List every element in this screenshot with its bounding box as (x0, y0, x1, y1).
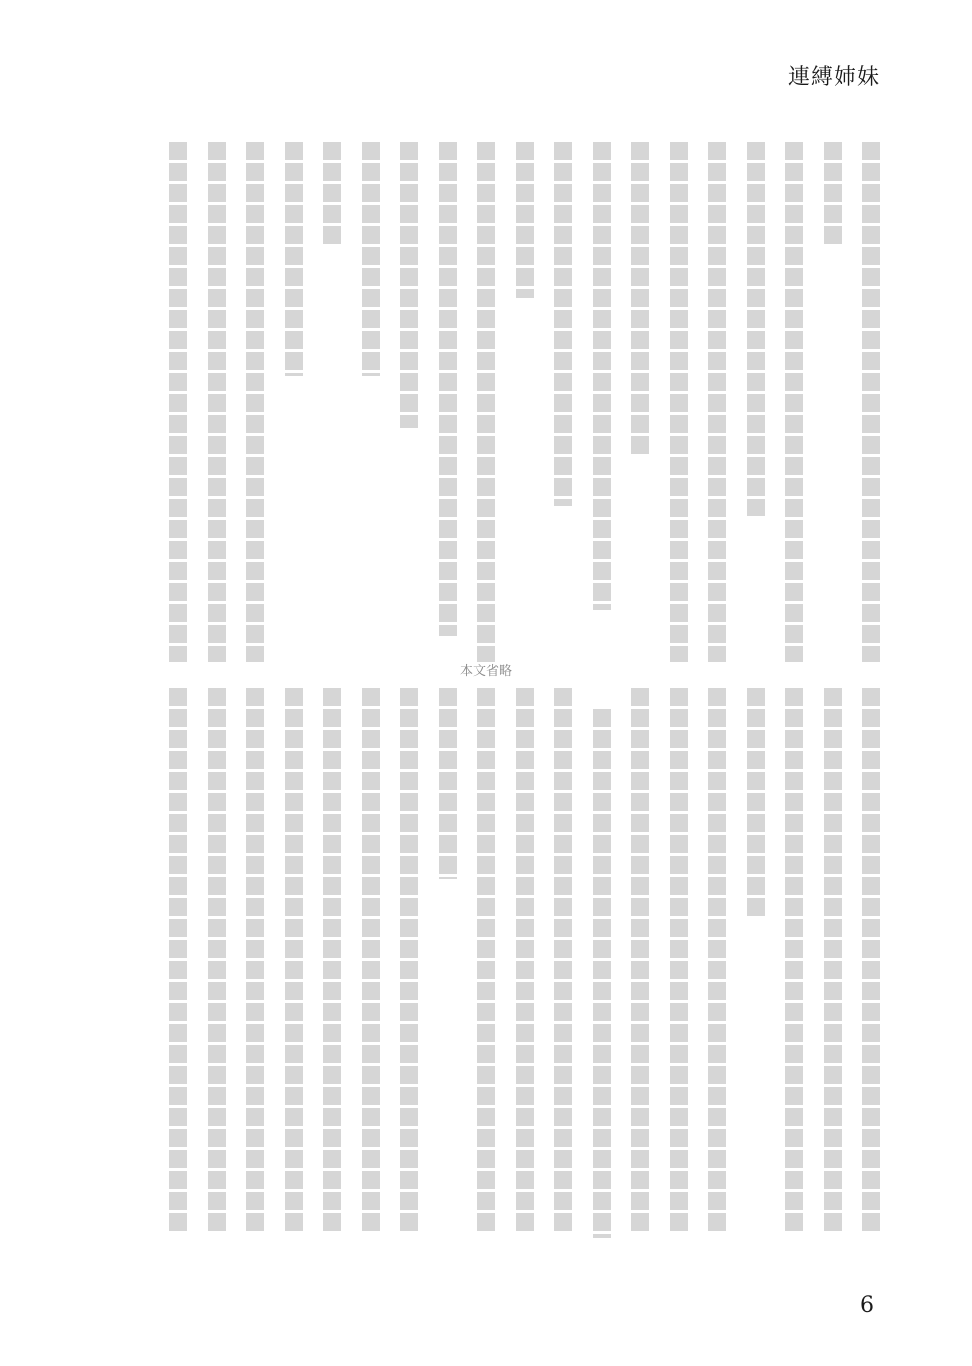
text-column-placeholder (169, 688, 187, 1233)
text-column-placeholder (785, 688, 803, 1233)
text-column-placeholder (169, 142, 187, 662)
text-column-placeholder (862, 142, 880, 662)
text-column-placeholder (554, 142, 572, 506)
text-column-placeholder (246, 688, 264, 1233)
text-column-placeholder (747, 142, 765, 516)
text-column-placeholder (862, 688, 880, 1233)
text-column-placeholder (631, 688, 649, 1233)
text-column-placeholder (208, 688, 226, 1233)
text-column-placeholder (362, 142, 380, 376)
text-column-placeholder (323, 142, 341, 246)
text-column-placeholder (708, 688, 726, 1233)
text-column-placeholder (824, 688, 842, 1233)
text-column-placeholder (285, 688, 303, 1233)
text-column-placeholder (670, 688, 688, 1233)
text-column-placeholder (593, 142, 611, 610)
text-column-placeholder (439, 688, 457, 879)
text-column-placeholder (516, 688, 534, 1233)
text-column-placeholder (208, 142, 226, 662)
text-column-placeholder (285, 142, 303, 376)
text-column-placeholder (670, 142, 688, 662)
omitted-text-note: 本文省略 (459, 664, 512, 679)
text-block-upper (140, 142, 880, 662)
text-column-placeholder (400, 142, 418, 428)
text-column-placeholder (593, 709, 611, 1238)
text-column-placeholder (477, 688, 495, 1233)
text-column-placeholder (708, 142, 726, 662)
text-block-lower (140, 688, 880, 1233)
text-column-placeholder (516, 142, 534, 298)
text-column-placeholder (747, 688, 765, 917)
text-column-placeholder (400, 688, 418, 1233)
text-column-placeholder (785, 142, 803, 662)
text-column-placeholder (323, 688, 341, 1233)
text-column-placeholder (246, 142, 264, 662)
text-column-placeholder (439, 142, 457, 636)
running-header-title: 連縛姉妹 (787, 65, 880, 90)
text-column-placeholder (477, 142, 495, 662)
text-column-placeholder (631, 142, 649, 454)
text-column-placeholder (554, 688, 572, 1233)
text-column-placeholder (824, 142, 842, 246)
text-column-placeholder (362, 688, 380, 1233)
page-number: 6 (860, 1293, 874, 1318)
